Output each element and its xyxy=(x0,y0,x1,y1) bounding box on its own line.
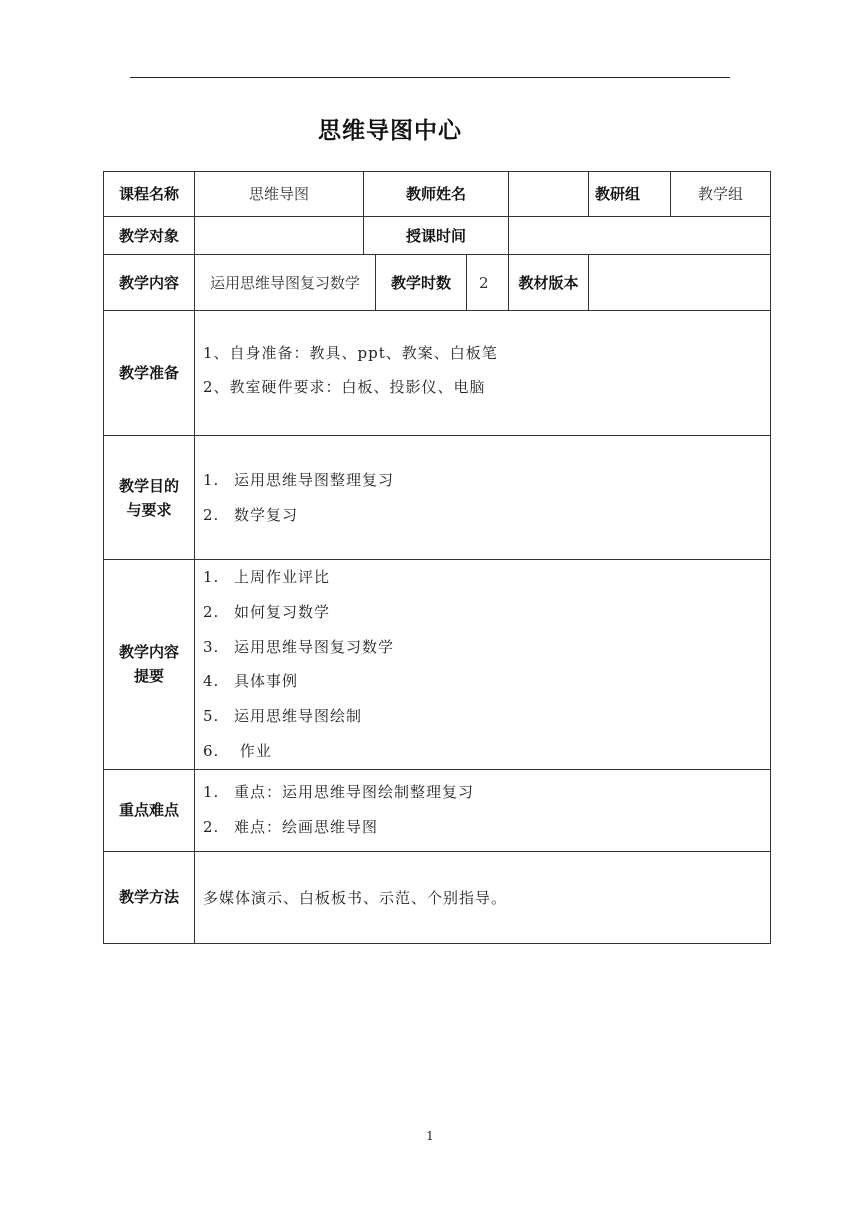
teaching-hours-value: 2 xyxy=(467,255,509,311)
table-row xyxy=(104,172,771,217)
list-item-text: 运用思维导图整理复习 xyxy=(234,470,395,489)
list-item xyxy=(203,664,770,699)
list-item-text: 如何复习数学 xyxy=(234,602,331,621)
goals-label-line2: 与要求 xyxy=(126,500,172,519)
preparation-line: 2、教室硬件要求：白板、投影仪、电脑 xyxy=(203,378,486,396)
class-time-value xyxy=(509,217,771,255)
textbook-edition-label: 教材版本 xyxy=(509,255,589,311)
list-item-text: 数学复习 xyxy=(234,505,299,524)
list-item xyxy=(203,560,770,595)
list-item xyxy=(203,734,770,769)
goals-label-line1: 教学目的 xyxy=(118,476,179,495)
list-item-text: 运用思维导图绘制 xyxy=(234,707,363,726)
preparation-label: 教学准备 xyxy=(104,311,195,436)
list-item-number: 2. xyxy=(203,505,220,524)
list-item-number: 1. xyxy=(203,568,220,586)
list-item-text: 难点：绘画思维导图 xyxy=(234,818,379,837)
outline-label-line1: 教学内容 xyxy=(118,643,179,662)
list-item-number: 2. xyxy=(203,818,220,837)
teaching-content-label: 教学内容 xyxy=(104,255,195,311)
list-item-number: 6. xyxy=(203,741,220,760)
class-time-label: 授课时间 xyxy=(364,217,509,255)
teacher-name-value xyxy=(509,172,589,217)
document-title: 思维导图中心 xyxy=(318,118,462,144)
list-item-text: 重点：运用思维导图绘制整理复习 xyxy=(234,783,475,802)
table-row xyxy=(104,769,771,851)
teaching-content-value: 运用思维导图复习数学 xyxy=(195,255,376,311)
list-item xyxy=(203,463,770,498)
list-item xyxy=(203,699,770,734)
list-item-number: 1. xyxy=(203,470,220,489)
list-item xyxy=(203,775,770,810)
list-item-number: 1. xyxy=(203,783,220,802)
outline-label-line2: 提要 xyxy=(133,667,164,686)
research-group-value: 教学组 xyxy=(671,172,771,217)
research-group-label: 教研组 xyxy=(589,172,671,217)
list-item xyxy=(203,810,770,845)
list-item-number: 3. xyxy=(203,637,220,656)
list-item xyxy=(203,498,770,533)
preparation-content xyxy=(195,311,771,436)
outline-content xyxy=(195,560,771,770)
course-name-label: 课程名称 xyxy=(104,172,195,217)
teaching-hours-label: 教学时数 xyxy=(376,255,467,311)
list-item-text: 具体事例 xyxy=(234,672,299,691)
table-row xyxy=(104,311,771,436)
list-item-number: 2. xyxy=(203,602,220,621)
table-row xyxy=(104,560,771,770)
lesson-plan-table xyxy=(103,171,771,944)
key-points-label: 重点难点 xyxy=(104,769,195,851)
list-item-number: 4. xyxy=(203,672,220,691)
goals-content xyxy=(195,436,771,560)
list-item-text: 运用思维导图复习数学 xyxy=(234,637,395,656)
goals-label xyxy=(104,436,195,560)
table-row xyxy=(104,851,771,943)
list-item xyxy=(203,595,770,630)
methods-label: 教学方法 xyxy=(104,851,195,943)
audience-value xyxy=(195,217,364,255)
methods-content: 多媒体演示、白板板书、示范、个别指导。 xyxy=(195,851,771,943)
list-item-text: 上周作业评比 xyxy=(234,568,331,586)
course-name-value: 思维导图 xyxy=(195,172,364,217)
teacher-name-label: 教师姓名 xyxy=(364,172,509,217)
table-row xyxy=(104,217,771,255)
audience-label: 教学对象 xyxy=(104,217,195,255)
page-number: 1 xyxy=(426,1129,434,1143)
key-points-content xyxy=(195,769,771,851)
outline-label xyxy=(104,560,195,770)
list-item xyxy=(203,630,770,665)
list-item-number: 5. xyxy=(203,707,220,726)
textbook-edition-value xyxy=(589,255,771,311)
header-rule xyxy=(130,77,730,78)
list-item-text: 作业 xyxy=(234,741,272,760)
table-row xyxy=(104,255,771,311)
preparation-line: 1、自身准备：教具、ppt、教案、白板笔 xyxy=(203,344,498,362)
table-row xyxy=(104,436,771,560)
